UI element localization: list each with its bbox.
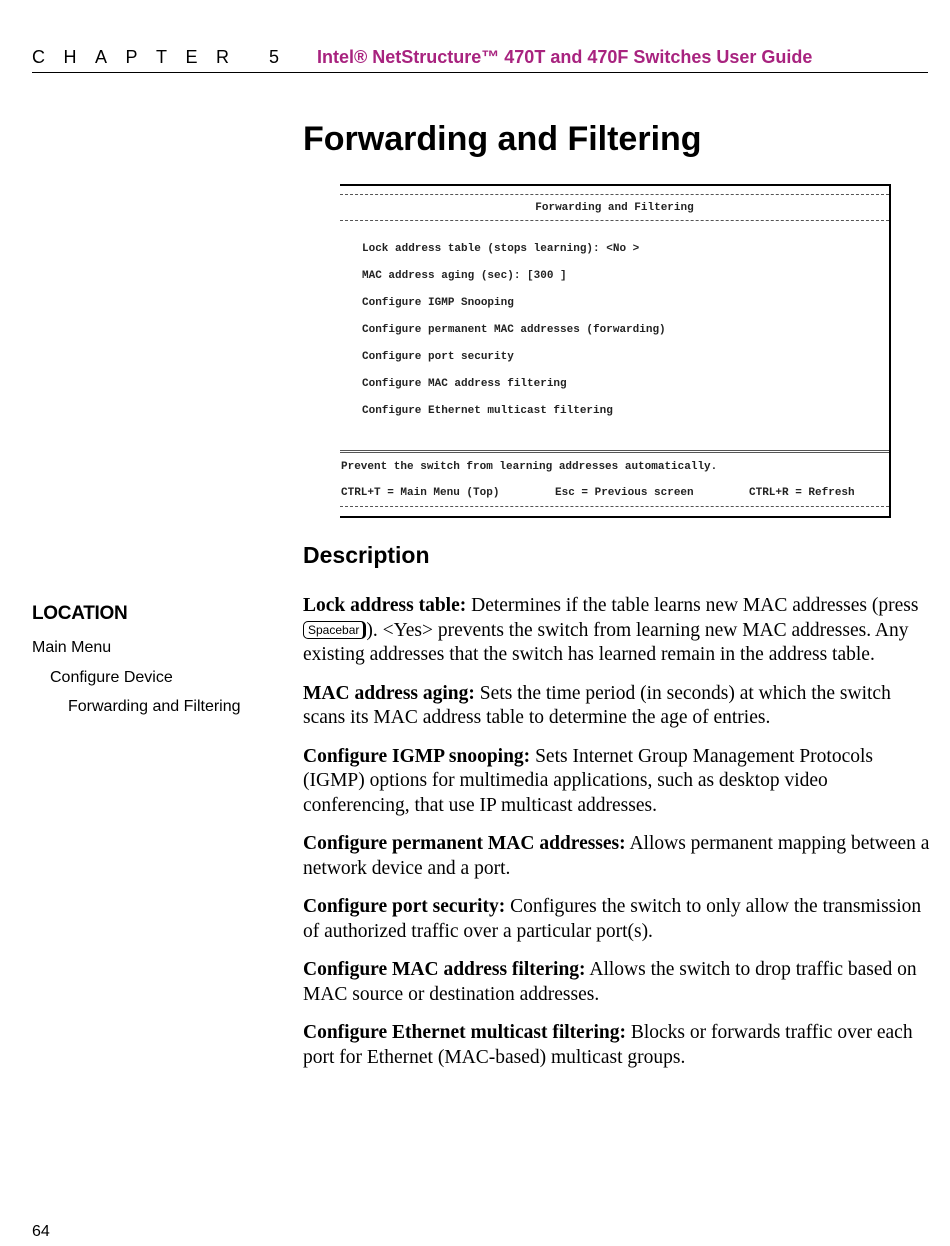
desc-text: Sets the time period (in seconds) at which the switch scans its MAC address table to determine the age of entries. — [303, 682, 891, 728]
desc-multicast-filtering — [303, 1021, 933, 1070]
chapter-label: CHAPTER — [32, 47, 248, 67]
desc-mac-filtering — [303, 958, 933, 1007]
terminal-line: Configure IGMP Snooping — [362, 297, 514, 309]
desc-text: Sets Internet Group Management Protocols (IGMP) options for multimedia applications, such as desktop video conferencing, that use IP multicast addresses. — [303, 745, 873, 816]
desc-term: Configure Ethernet multicast filtering: — [303, 1022, 626, 1043]
desc-lock-address-table — [303, 594, 933, 668]
desc-term: MAC address aging: — [303, 682, 475, 704]
terminal-key-refresh: CTRL+R = Refresh — [749, 487, 855, 499]
terminal-key-main-menu: CTRL+T = Main Menu (Top) — [341, 487, 500, 499]
desc-text: Allows permanent mapping between a network device and a port. — [303, 833, 930, 879]
page-header — [32, 47, 928, 73]
location-path-configure-device: Configure Device — [50, 668, 173, 686]
terminal-key-previous: Esc = Previous screen — [555, 487, 694, 499]
terminal-line: Configure port security — [362, 351, 514, 363]
terminal-line: Configure permanent MAC addresses (forwarding) — [362, 324, 666, 336]
guide-title: Intel® NetStructure™ 470T and 470F Switches User Guide — [317, 47, 813, 67]
terminal-line: Configure MAC address filtering — [362, 378, 567, 390]
desc-igmp-snooping — [303, 745, 933, 819]
desc-text: Blocks or forwards traffic over each port for Ethernet (MAC-based) multicast groups. — [303, 1022, 913, 1068]
chapter-number: 5 — [269, 47, 280, 67]
desc-term: Configure MAC address filtering: — [303, 959, 586, 980]
page-title: Forwarding and Filtering — [303, 120, 702, 158]
terminal-line: Lock address table (stops learning): <No > — [362, 243, 640, 255]
location-path-forwarding-filtering: Forwarding and Filtering — [68, 698, 241, 715]
location-sidebar — [32, 603, 241, 722]
terminal-status-text: Prevent the switch from learning addresses automatically. — [341, 461, 718, 473]
description-heading: Description — [303, 542, 430, 568]
desc-mac-address-aging — [303, 682, 933, 731]
desc-term: Configure port security: — [303, 896, 506, 917]
terminal-screenshot — [340, 184, 891, 518]
desc-port-security — [303, 895, 933, 944]
terminal-status-rule — [340, 450, 889, 453]
terminal-title-rule — [340, 220, 889, 221]
terminal-title: Forwarding and Filtering — [535, 202, 694, 214]
terminal-bottom-rule — [340, 506, 889, 507]
terminal-line: MAC address aging (sec): [300 ] — [362, 270, 567, 282]
location-heading: LOCATION — [32, 603, 128, 624]
location-path-main-menu: Main Menu — [32, 639, 112, 656]
desc-text: Determines if the table learns new MAC addresses (press — [471, 595, 919, 616]
terminal-line: Configure Ethernet multicast filtering — [362, 405, 613, 417]
desc-term: Configure IGMP snooping: — [303, 745, 531, 767]
desc-term: Configure permanent MAC addresses: — [303, 833, 626, 854]
desc-permanent-mac — [303, 832, 933, 881]
terminal-top-rule — [340, 194, 889, 195]
description-body — [303, 594, 933, 1084]
desc-text: Configures the switch to only allow the transmission of authorized traffic over a particular port(s). — [303, 896, 922, 942]
spacebar-key: Spacebar — [303, 621, 366, 639]
desc-text: ). <Yes> prevents the switch from learning new MAC addresses. Any existing addresses that the switch has learned remain in the address table. — [303, 619, 909, 665]
desc-text: Allows the switch to drop traffic based on MAC source or destination addresses. — [303, 959, 917, 1005]
page-number: 64 — [32, 1223, 50, 1240]
desc-term: Lock address table: — [303, 595, 467, 616]
